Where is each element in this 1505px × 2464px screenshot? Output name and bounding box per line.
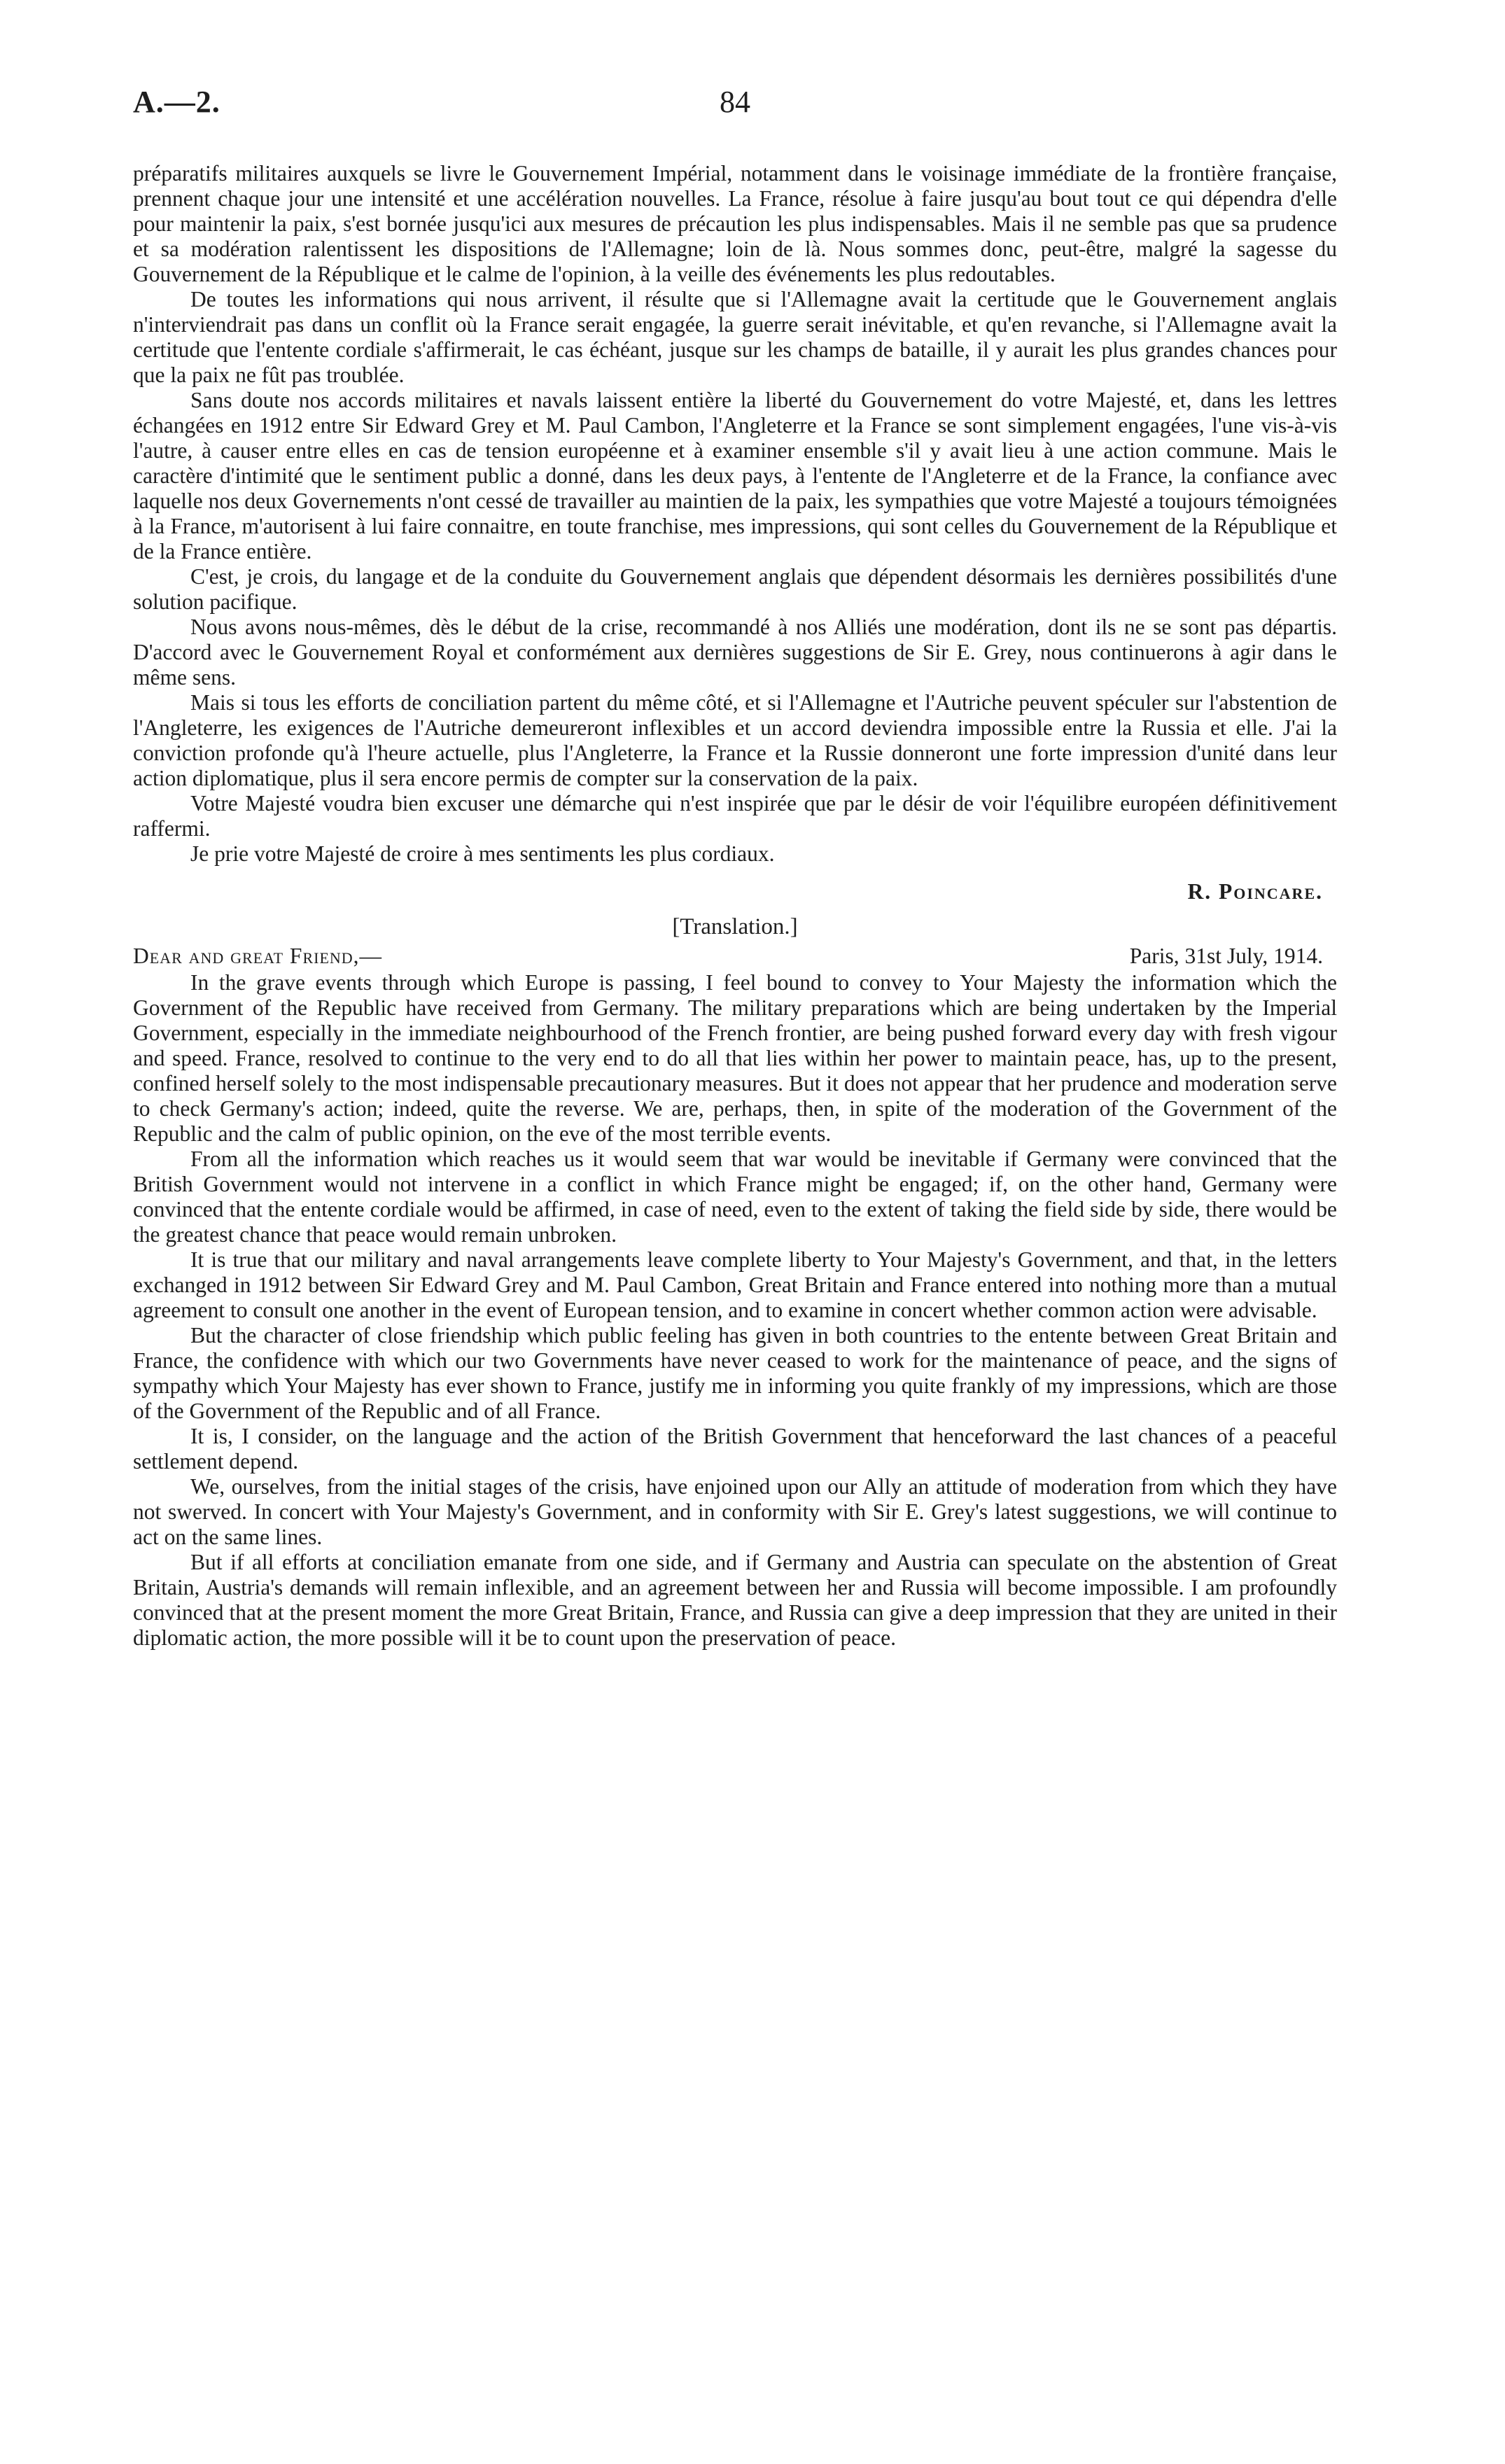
- paragraph: But the character of close friendship which public feeling has given in both countries to the entente between Great Britain and France, the confidence with which our two Governments have never ceased to work for the maintenance of peace, and the signs of sympathy which Your Majesty has ever shown to France, justify me in informing you quite frankly of my impressions, which are those of the Government of the Republic and of all France.: [133, 1323, 1337, 1423]
- paragraph: De toutes les informations qui nous arrivent, il résulte que si l'Allemagne avait la certitude que le Gouvernement anglais n'interviendrait pas dans un conflit où la France serait engagée, la guerre serait inévitable, et qu'en revanche, si l'Allemagne avait la certitude que l'entente cordiale s'affirmerait, le cas échéant, jusque sur les champs de bataille, il y aurait les plus grandes chances pour que la paix ne fût pas troublée.: [133, 287, 1337, 387]
- paragraph: Mais si tous les efforts de conciliation partent du même côté, et si l'Allemagne et l'Autriche peuvent spéculer sur l'abstention de l'Angleterre, les exigences de l'Autriche demeureront inflexibles et un accord deviendra impossible entre la Russia et elle. J'ai la conviction profonde qu'à l'heure actuelle, plus l'Angleterre, la France et la Russie donneront une forte impression d'unité dans leur action diplomatique, plus il sera encore permis de compter sur la conservation de la paix.: [133, 690, 1337, 790]
- paragraph: In the grave events through which Europe is passing, I feel bound to convey to Your Majesty the information which the Government of the Republic have received from Germany. The military preparations which are being undertaken by the Imperial Government, especially in the immediate neighbourhood of the French frontier, are being pushed forward every day with fresh vigour and speed. France, resolved to continue to the very end to do all that lies within her power to maintain peace, has, up to the present, confined herself solely to the most indispensable precautionary measures. But it does not appear that her prudence and moderation serve to check Germany's action; indeed, quite the reverse. We are, perhaps, then, in spite of the moderation of the Government of the Republic and the calm of public opinion, on the eve of the most terrible events.: [133, 970, 1337, 1146]
- page-number: 84: [720, 85, 750, 119]
- paragraph: It is true that our military and naval arrangements leave complete liberty to Your Majesty's Government, and that, in the letters exchanged in 1912 between Sir Edward Grey and M. Paul Cambon, Great Britain and France entered into nothing more than a mutual agreement to consult one another in the event of European tension, and to examine in concert whether common action were advisable.: [133, 1247, 1337, 1322]
- translation-heading: [Translation.]: [672, 914, 798, 939]
- page-header: [133, 84, 1337, 140]
- document-body: [133, 161, 1337, 1651]
- paragraph: From all the information which reaches us it would seem that war would be inevitable if Germany were convinced that the British Government would not intervene in a conflict in which France might be engaged; if, on the other hand, Germany were convinced that the entente cordiale would be affirmed, in case of need, even to the extent of taking the field side by side, there would be the greatest chance that peace would remain unbroken.: [133, 1147, 1337, 1247]
- paragraph: préparatifs militaires auxquels se livre le Gouvernement Impérial, notamment dans le voisinage immédiate de la frontière française, prennent chaque jour une intensité et une accélération nouvelles. La France, résolue à faire jusqu'au bout tout ce qui dépendra d'elle pour maintenir la paix, s'est bornée jusqu'ici aux mesures de précaution les plus indispensables. Mais il ne semble pas que sa prudence et sa modération ralentissent les dispositions de l'Allemagne; loin de là. Nous sommes donc, peut-être, malgré la sagesse du Gouvernement de la République et le calme de l'opinion, à la veille des événements les plus redoutables.: [133, 161, 1337, 286]
- paragraph: It is, I consider, on the language and the action of the British Government that henceforward the last chances of a peaceful settlement depend.: [133, 1424, 1337, 1474]
- paragraph: C'est, je crois, du langage et de la conduite du Gouvernement anglais que dépendent désormais les dernières possibilités d'une solution pacifique.: [133, 564, 1337, 614]
- dateline: Paris, 31st July, 1914.: [1129, 944, 1323, 968]
- document-reference: A.—2.: [133, 85, 220, 119]
- salutation-row: [133, 944, 1337, 970]
- paragraph: Votre Majesté voudra bien excuser une démarche qui n'est inspirée que par le désir de voir l'équilibre européen définitivement raffermi.: [133, 791, 1337, 841]
- paragraph: Je prie votre Majesté de croire à mes sentiments les plus cordiaux.: [190, 841, 775, 866]
- paragraph: Nous avons nous-mêmes, dès le début de la crise, recommandé à nos Alliés une modération, dont ils ne se sont pas départis. D'accord avec le Gouvernement Royal et conformément aux dernières suggestions de Sir E. Grey, nous continuerons à agir dans le même sens.: [133, 615, 1337, 690]
- salutation: Dear and great Friend,—: [133, 944, 383, 968]
- signature: R. Poincare.: [1187, 879, 1323, 904]
- paragraph: Sans doute nos accords militaires et navals laissent entière la liberté du Gouvernement do votre Majesté, et, dans les lettres échangées en 1912 entre Sir Edward Grey et M. Paul Cambon, l'Angleterre et la France se sont simplement engagées, l'une vis-à-vis l'autre, à causer entre elles en cas de tension européenne et à examiner ensemble s'il y avait lieu à une action commune. Mais le caractère d'intimité que le sentiment public a donné, dans les deux pays, à l'entente de l'Angleterre et de la France, la confiance avec laquelle nos deux Governements n'ont cessé de travailler au maintien de la paix, les sympathies que votre Majesté a toujours témoignées à la France, m'autorisent à lui faire connaitre, en toute franchise, mes impressions, qui sont celles du Gouvernement de la République et de la France entière.: [133, 388, 1337, 564]
- paragraph: We, ourselves, from the initial stages of the crisis, have enjoined upon our Ally an attitude of moderation from which they have not swerved. In concert with Your Majesty's Government, and in conformity with Sir E. Grey's latest suggestions, we will continue to act on the same lines.: [133, 1474, 1337, 1549]
- french-letter: [133, 161, 1337, 904]
- translated-letter: [133, 970, 1337, 1651]
- paragraph: But if all efforts at conciliation emanate from one side, and if Germany and Austria can speculate on the abstention of Great Britain, Austria's demands will remain inflexible, and an agreement between her and Russia will become impossible. I am profoundly convinced that at the present moment the more Great Britain, France, and Russia can give a deep impression that they are united in their diplomatic action, the more possible will it be to count upon the preservation of peace.: [133, 1550, 1337, 1650]
